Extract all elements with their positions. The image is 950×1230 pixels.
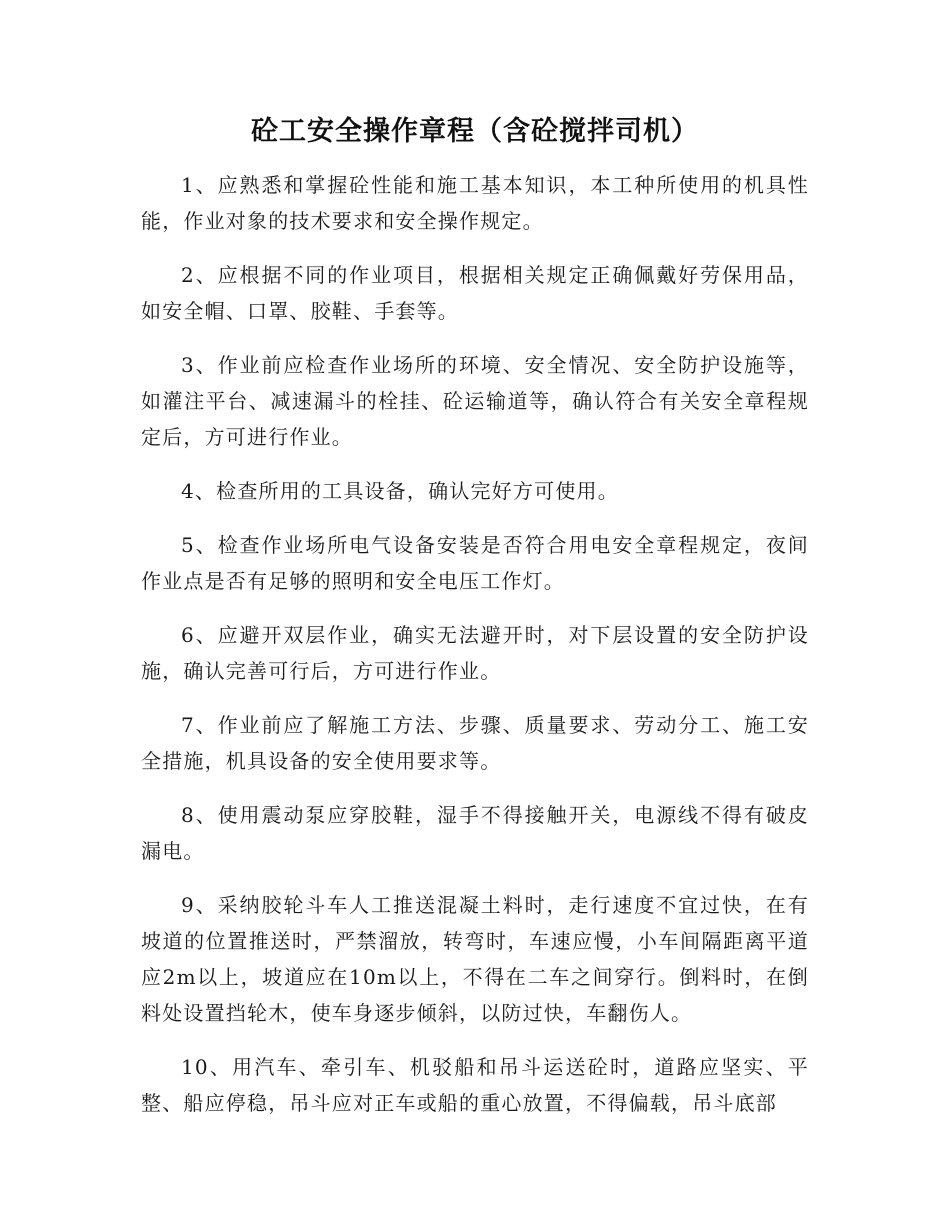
document-body: [141, 167, 809, 1139]
paragraph-9: 9、采纳胶轮斗车人工推送混凝土料时，走行速度不宜过快，在有坡道的位置推送时，严禁溜放，转弯时，车速应慢，小车间隔距离平道应2m以上，坡道应在10m以上，不得在二车之间穿行。倒料时，在倒料处设置挡轮木，使车身逐步倾斜，以防过快，车翻伤人。: [141, 893, 809, 1025]
paragraph-1: 1、应熟悉和掌握砼性能和施工基本知识，本工种所使用的机具性能，作业对象的技术要求和安全操作规定。: [141, 173, 809, 233]
document-title: 砼工安全操作章程（含砼搅拌司机）: [251, 116, 699, 147]
paragraph-4: 4、检查所用的工具设备，确认完好方可使用。: [181, 479, 619, 503]
paragraph-8: 8、使用震动泵应穿胶鞋，湿手不得接触开关，电源线不得有破皮漏电。: [141, 803, 809, 863]
paragraph-6: 6、应避开双层作业，确实无法避开时，对下层设置的安全防护设施，确认完善可行后，方可进行作业。: [141, 623, 809, 683]
paragraph-7: 7、作业前应了解施工方法、步骤、质量要求、劳动分工、施工安全措施，机具设备的安全使用要求等。: [141, 713, 809, 773]
paragraph-2: 2、应根据不同的作业项目，根据相关规定正确佩戴好劳保用品，如安全帽、口罩、胶鞋、手套等。: [141, 263, 809, 323]
paragraph-3: 3、作业前应检查作业场所的环境、安全情况、安全防护设施等，如灌注平台、减速漏斗的栓挂、砼运输道等，确认符合有关安全章程规定后，方可进行作业。: [141, 353, 809, 449]
paragraph-5: 5、检查作业场所电气设备安装是否符合用电安全章程规定，夜间作业点是否有足够的照明和安全电压工作灯。: [141, 533, 809, 593]
paragraph-10: 10、用汽车、牵引车、机驳船和吊斗运送砼时，道路应坚实、平整、船应停稳，吊斗应对正车或船的重心放置，不得偏载，吊斗底部: [141, 1055, 809, 1115]
